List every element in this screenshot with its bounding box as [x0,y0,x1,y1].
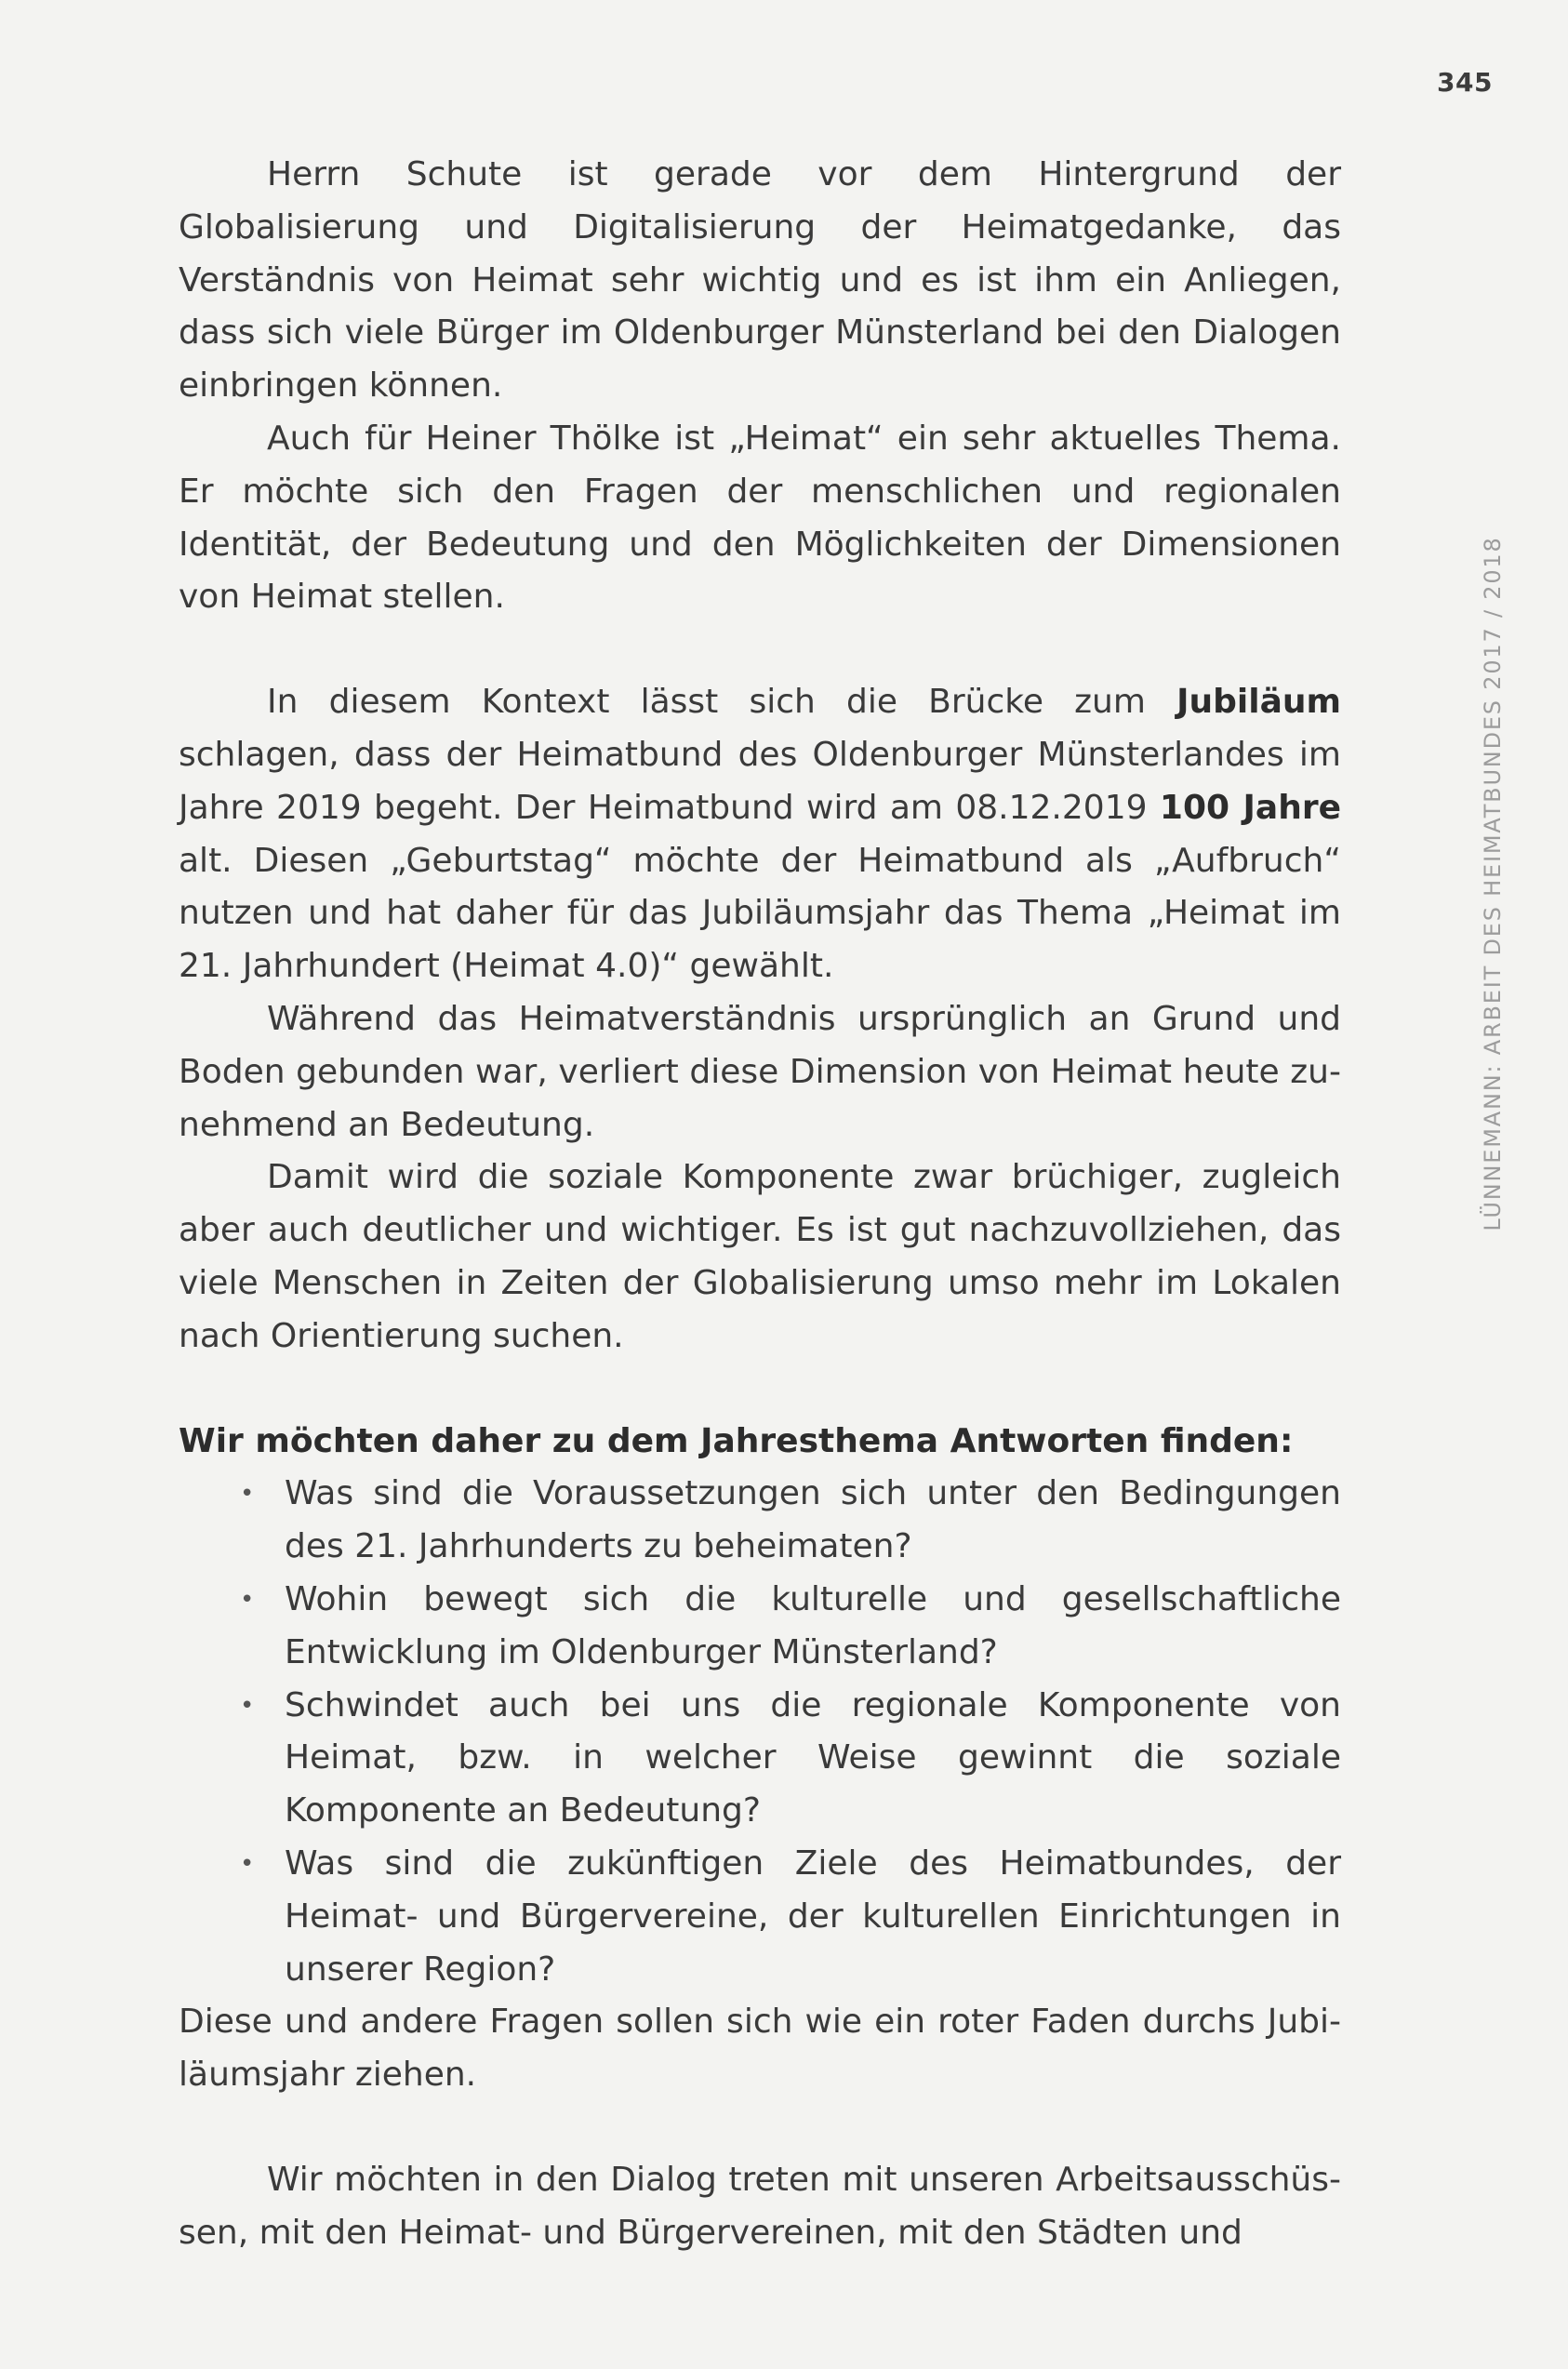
body-text [179,149,1341,2259]
paragraph-dialog: Wir möchten in den Dialog treten mit unseren Arbeitsausschüssen, mit den Heimat- und Bürgervereinen, mit den Städten und [179,2160,1341,2252]
paragraph-soziale-komponente: Damit wird die soziale Komponente zwar brüchiger, zugleich aber auch deutlicher und wichtiger. Es ist gut nachzuvollziehen, das viele Menschen in Zeiten der Globalisierung umso mehr im Lokalen nach Orientierung suchen. [179,1158,1341,1355]
jubilaeum-text-3: alt. Diesen „Geburtstag“ möchte der Heimatbund als „Aufbruch“ nutzen und hat daher für das Jubiläumsjahr das Thema „Heimat im 21. Jahrhundert (Heimat 4.0)“ gewählt. [179,841,1341,986]
jubilaeum-text-2: schlagen, dass der Heimatbund des Oldenburger Münsterlandes im Jahre 2019 begeht. Der Heimatbund wird am 08.12.2019 [179,735,1341,827]
paragraph-schute: Herrn Schute ist gerade vor dem Hintergrund der Globalisierung und Digitalisierung der Heimatgedanke, das Verständnis von Heimat sehr wichtig und es ist ihm ein Anliegen, dass sich viele Bürger im Oldenburger Münsterland bei den Dialogen einbringen können. [179,155,1341,406]
list-item: • Was sind die Voraussetzungen sich unter den Bedingungen des 21. Jahrhunderts zu beheimaten? [179,1468,1341,1574]
question-list [179,1468,1341,1996]
paragraph-heimatverstaendnis: Während das Heimatverständnis ursprünglich an Grund und Boden gebunden war, verliert diese Dimension von Heimat heute zunehmend an Bedeutung. [179,999,1341,1144]
jubilaeum-text-1: In diesem Kontext lässt sich die Brücke zum [267,683,1177,722]
page-number: 345 [1437,67,1493,98]
paragraph-roter-faden: Diese und andere Fragen sollen sich wie ein roter Faden durchs Jubiläumsjahr ziehen. [179,2003,1341,2095]
running-header: LÜNNEMANN: ARBEIT DES HEIMATBUNDES 2017 / 2018 [1480,536,1506,1231]
hundred-years-bold: 100 Jahre [1159,788,1341,827]
paragraph-thoelke: Auch für Heiner Thölke ist „Heimat“ ein sehr aktuelles Thema. Er möchte sich den Fragen der menschlichen und regionalen Identität, der Bedeutung und den Möglichkeiten der Dimensionen von Heimat stellen. [179,419,1341,617]
jubilaeum-bold: Jubiläum [1176,683,1341,722]
list-item: • Wohin bewegt sich die kulturelle und gesellschaftliche Entwicklung im Oldenburger Münsterland? [179,1574,1341,1680]
paragraph-jubilaeum [179,676,1341,993]
list-item: • Schwindet auch bei uns die regionale Komponente von Heimat, bzw. in welcher Weise gewinnt die soziale Komponente an Bedeutung? [179,1680,1341,1838]
list-item: • Was sind die zukünftigen Ziele des Heimatbundes, der Heimat- und Bürgervereine, der kulturellen Einrichtungen in unserer Region? [179,1838,1341,1996]
section-heading: Wir möchten daher zu dem Jahresthema Antworten finden: [179,1421,1294,1460]
